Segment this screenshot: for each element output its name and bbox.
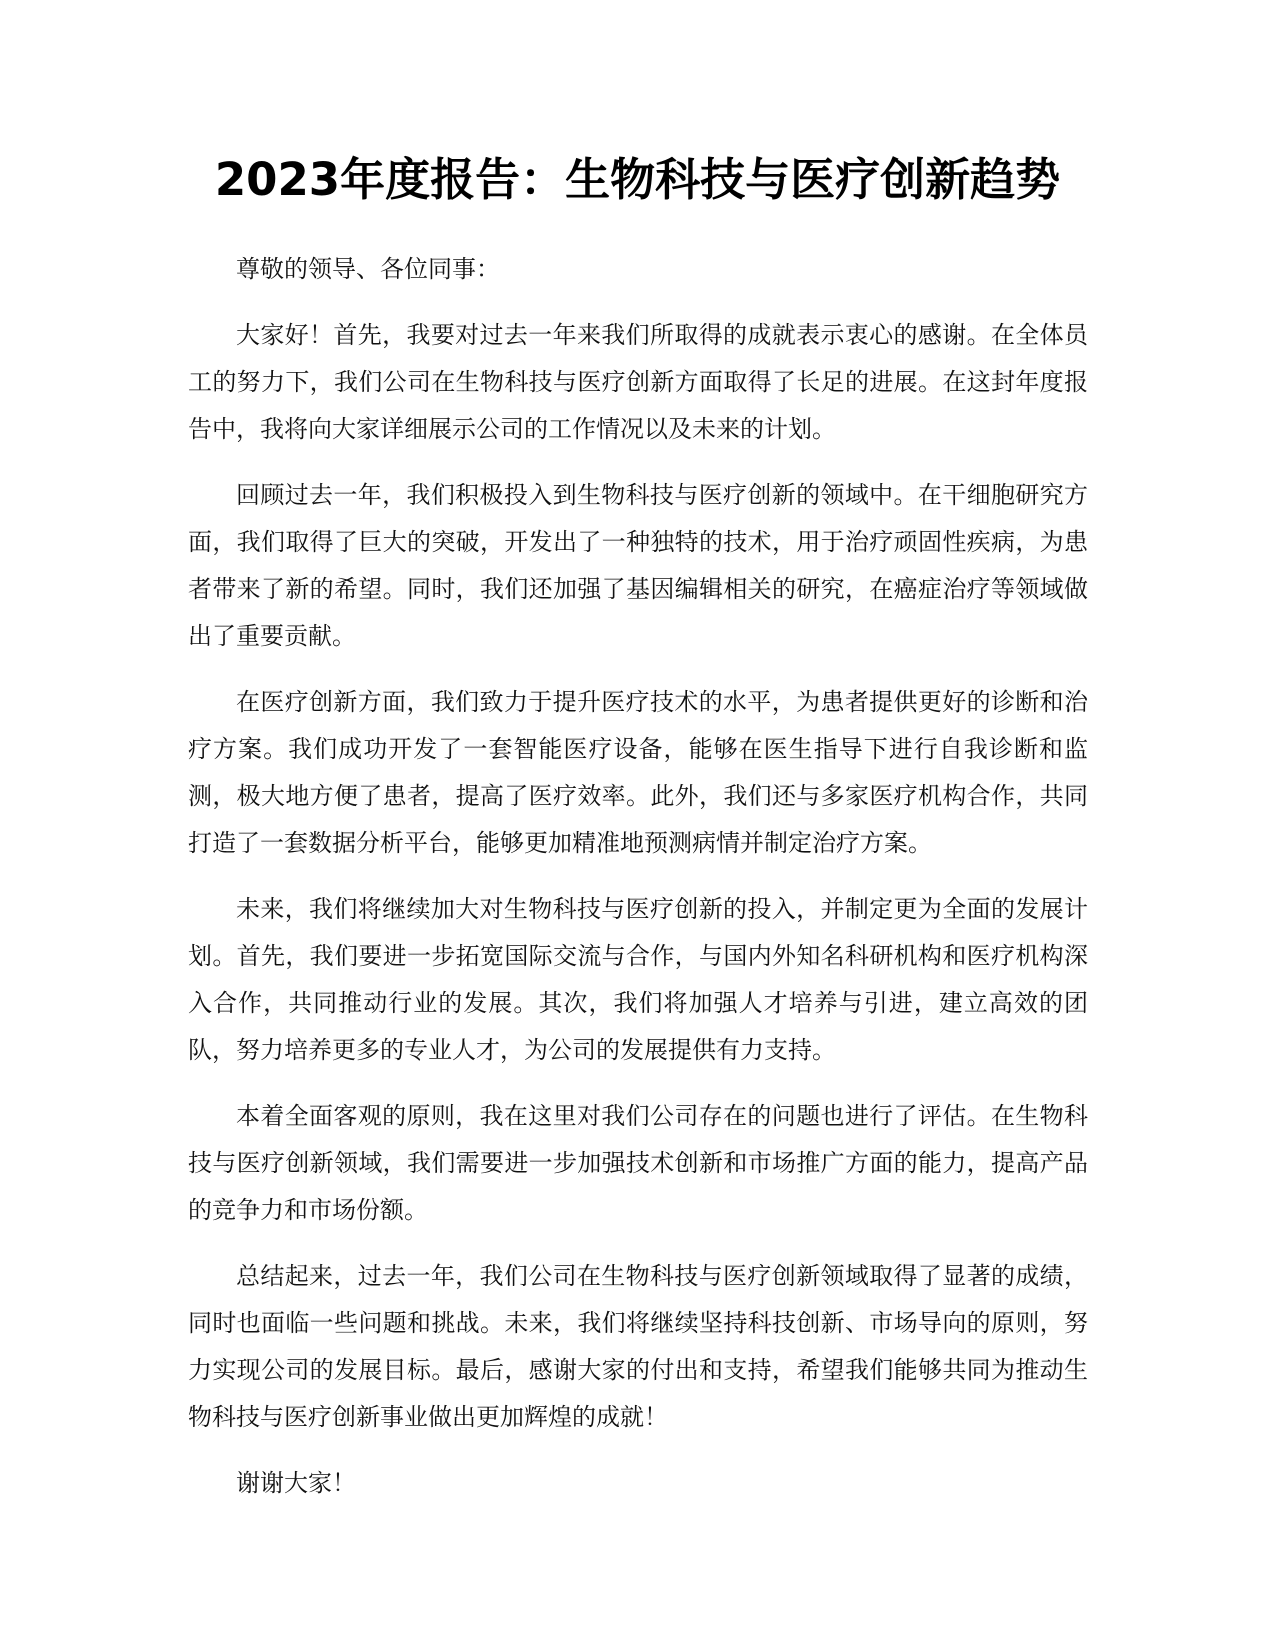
paragraph-summary: 总结起来，过去一年，我们公司在生物科技与医疗创新领域取得了显著的成绩，同时也面临一些问题和挑战。未来，我们将继续坚持科技创新、市场导向的原则，努力实现公司的发展目标。最后，感谢大家的付出和支持，希望我们能够共同为推动生物科技与医疗创新事业做出更加辉煌的成就！ xyxy=(188,1262,1088,1431)
paragraph-assessment: 本着全面客观的原则，我在这里对我们公司存在的问题也进行了评估。在生物科技与医疗创新领域，我们需要进一步加强技术创新和市场推广方面的能力，提高产品的竞争力和市场份额。 xyxy=(188,1102,1088,1224)
paragraph-medical-innovation: 在医疗创新方面，我们致力于提升医疗技术的水平，为患者提供更好的诊断和治疗方案。我们成功开发了一套智能医疗设备，能够在医生指导下进行自我诊断和监测，极大地方便了患者，提高了医疗效率。此外，我们还与多家医疗机构合作，共同打造了一套数据分析平台，能够更加精准地预测病情并制定治疗方案。 xyxy=(188,688,1088,857)
document-body xyxy=(188,246,1088,1526)
paragraph-greeting: 大家好！首先，我要对过去一年来我们所取得的成就表示衷心的感谢。在全体员工的努力下，我们公司在生物科技与医疗创新方面取得了长足的进展。在这封年度报告中，我将向大家详细展示公司的工作情况以及未来的计划。 xyxy=(188,321,1088,443)
salutation: 尊敬的领导、各位同事： xyxy=(236,255,500,283)
paragraph-future-plan: 未来，我们将继续加大对生物科技与医疗创新的投入，并制定更为全面的发展计划。首先，我们要进一步拓宽国际交流与合作，与国内外知名科研机构和医疗机构深入合作，共同推动行业的发展。其次，我们将加强人才培养与引进，建立高效的团队，努力培养更多的专业人才，为公司的发展提供有力支持。 xyxy=(188,895,1088,1064)
closing: 谢谢大家！ xyxy=(236,1469,356,1497)
document-title: 2023年度报告：生物科技与医疗创新趋势 xyxy=(214,153,1061,206)
paragraph-review: 回顾过去一年，我们积极投入到生物科技与医疗创新的领域中。在干细胞研究方面，我们取得了巨大的突破，开发出了一种独特的技术，用于治疗顽固性疾病，为患者带来了新的希望。同时，我们还加强了基因编辑相关的研究，在癌症治疗等领域做出了重要贡献。 xyxy=(188,481,1088,650)
